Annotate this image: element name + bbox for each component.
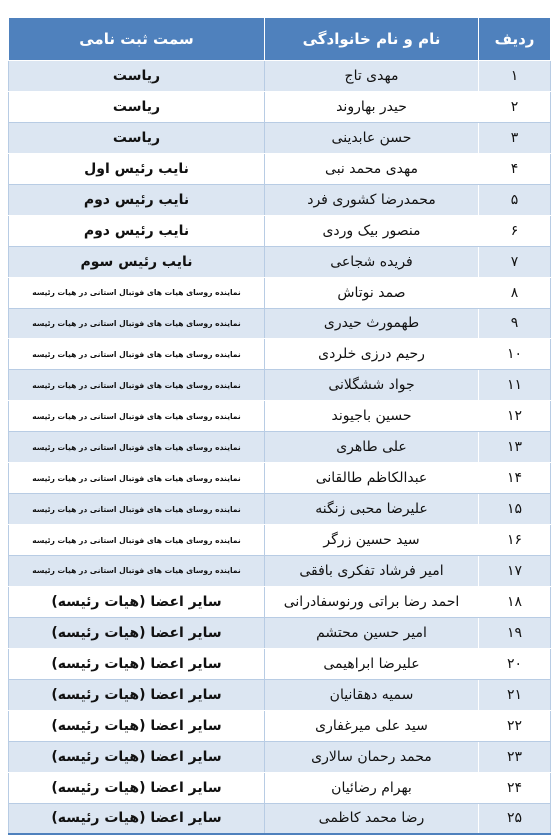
position-cell: سایر اعضا (هیات رئیسه)	[9, 772, 265, 803]
full-name-cell: طهمورث حیدری	[265, 308, 479, 339]
full-name-cell: احمد رضا براتی ورنوسفادرانی	[265, 586, 479, 617]
full-name-cell: سمیه دهقانیان	[265, 679, 479, 710]
candidates-table	[8, 18, 551, 835]
full-name-cell: عبدالکاظم طالقانی	[265, 463, 479, 494]
row-number-cell: ۲	[479, 91, 551, 122]
table-row	[9, 246, 551, 277]
header-full-name: نام و نام خانوادگی	[265, 18, 479, 61]
position-cell: ریاست	[9, 91, 265, 122]
table-row	[9, 370, 551, 401]
table-row	[9, 339, 551, 370]
position-cell: نماینده روسای هیات های فوتبال استانی در هیات رئیسه	[9, 463, 265, 494]
table-row	[9, 153, 551, 184]
row-number-cell: ۱۱	[479, 370, 551, 401]
row-number-cell: ۱۵	[479, 494, 551, 525]
row-number-cell: ۵	[479, 184, 551, 215]
row-number-cell: ۲۳	[479, 741, 551, 772]
table-row	[9, 215, 551, 246]
position-cell: سایر اعضا (هیات رئیسه)	[9, 586, 265, 617]
full-name-cell: مهدی تاج	[265, 61, 479, 92]
row-number-cell: ۱۷	[479, 556, 551, 587]
table-row	[9, 401, 551, 432]
row-number-cell: ۳	[479, 122, 551, 153]
table-row	[9, 122, 551, 153]
row-number-cell: ۲۵	[479, 803, 551, 834]
position-cell: نایب رئیس اول	[9, 153, 265, 184]
table-row	[9, 61, 551, 92]
row-number-cell: ۶	[479, 215, 551, 246]
position-cell: سایر اعضا (هیات رئیسه)	[9, 617, 265, 648]
table-row	[9, 91, 551, 122]
table-row	[9, 710, 551, 741]
full-name-cell: حسین باجیوند	[265, 401, 479, 432]
row-number-cell: ۲۲	[479, 710, 551, 741]
position-cell: نماینده روسای هیات های فوتبال استانی در هیات رئیسه	[9, 494, 265, 525]
full-name-cell: بهرام رضائیان	[265, 772, 479, 803]
position-cell: ریاست	[9, 122, 265, 153]
table-row	[9, 679, 551, 710]
table-row	[9, 741, 551, 772]
full-name-cell: رحیم درزی خلردی	[265, 339, 479, 370]
full-name-cell: فریده شجاعی	[265, 246, 479, 277]
full-name-cell: علیرضا ابراهیمی	[265, 648, 479, 679]
table-row	[9, 772, 551, 803]
table-row	[9, 586, 551, 617]
position-cell: نماینده روسای هیات های فوتبال استانی در هیات رئیسه	[9, 370, 265, 401]
position-cell: نماینده روسای هیات های فوتبال استانی در هیات رئیسه	[9, 525, 265, 556]
position-cell: نماینده روسای هیات های فوتبال استانی در هیات رئیسه	[9, 308, 265, 339]
row-number-cell: ۹	[479, 308, 551, 339]
full-name-cell: جواد ششگلانی	[265, 370, 479, 401]
position-cell: سایر اعضا (هیات رئیسه)	[9, 648, 265, 679]
row-number-cell: ۷	[479, 246, 551, 277]
row-number-cell: ۱۸	[479, 586, 551, 617]
position-cell: سایر اعضا (هیات رئیسه)	[9, 803, 265, 834]
row-number-cell: ۱۶	[479, 525, 551, 556]
table-row	[9, 617, 551, 648]
position-cell: نماینده روسای هیات های فوتبال استانی در هیات رئیسه	[9, 277, 265, 308]
full-name-cell: حیدر بهاروند	[265, 91, 479, 122]
full-name-cell: منصور بیک وردی	[265, 215, 479, 246]
row-number-cell: ۱	[479, 61, 551, 92]
table-row	[9, 277, 551, 308]
row-number-cell: ۲۱	[479, 679, 551, 710]
table-row	[9, 556, 551, 587]
table-header-row	[9, 18, 551, 61]
full-name-cell: امیر فرشاد تفکری بافقی	[265, 556, 479, 587]
candidates-table-container	[8, 18, 550, 835]
full-name-cell: حسن عابدینی	[265, 122, 479, 153]
table-row	[9, 184, 551, 215]
position-cell: نایب رئیس دوم	[9, 215, 265, 246]
row-number-cell: ۲۴	[479, 772, 551, 803]
position-cell: نایب رئیس سوم	[9, 246, 265, 277]
table-row	[9, 463, 551, 494]
position-cell: نماینده روسای هیات های فوتبال استانی در هیات رئیسه	[9, 432, 265, 463]
row-number-cell: ۱۹	[479, 617, 551, 648]
table-row	[9, 494, 551, 525]
full-name-cell: صمد نوتاش	[265, 277, 479, 308]
position-cell: نماینده روسای هیات های فوتبال استانی در هیات رئیسه	[9, 339, 265, 370]
table-body	[9, 61, 551, 835]
header-position: سمت ثبت نامی	[9, 18, 265, 61]
header-row-number: ردیف	[479, 18, 551, 61]
position-cell: سایر اعضا (هیات رئیسه)	[9, 679, 265, 710]
row-number-cell: ۲۰	[479, 648, 551, 679]
full-name-cell: محمد رحمان سالاری	[265, 741, 479, 772]
position-cell: نایب رئیس دوم	[9, 184, 265, 215]
position-cell: سایر اعضا (هیات رئیسه)	[9, 710, 265, 741]
row-number-cell: ۱۳	[479, 432, 551, 463]
full-name-cell: امیر حسین محتشم	[265, 617, 479, 648]
full-name-cell: علیرضا محبی زنگنه	[265, 494, 479, 525]
table-row	[9, 308, 551, 339]
position-cell: ریاست	[9, 61, 265, 92]
row-number-cell: ۱۰	[479, 339, 551, 370]
position-cell: سایر اعضا (هیات رئیسه)	[9, 741, 265, 772]
row-number-cell: ۴	[479, 153, 551, 184]
full-name-cell: سید حسین زرگر	[265, 525, 479, 556]
full-name-cell: سید علی میرغفاری	[265, 710, 479, 741]
full-name-cell: مهدی محمد نبی	[265, 153, 479, 184]
full-name-cell: علی طاهری	[265, 432, 479, 463]
table-row	[9, 432, 551, 463]
position-cell: نماینده روسای هیات های فوتبال استانی در هیات رئیسه	[9, 401, 265, 432]
position-cell: نماینده روسای هیات های فوتبال استانی در هیات رئیسه	[9, 556, 265, 587]
row-number-cell: ۱۴	[479, 463, 551, 494]
table-row	[9, 648, 551, 679]
row-number-cell: ۱۲	[479, 401, 551, 432]
full-name-cell: رضا محمد کاظمی	[265, 803, 479, 834]
table-row	[9, 525, 551, 556]
table-row	[9, 803, 551, 834]
full-name-cell: محمدرضا کشوری فرد	[265, 184, 479, 215]
row-number-cell: ۸	[479, 277, 551, 308]
